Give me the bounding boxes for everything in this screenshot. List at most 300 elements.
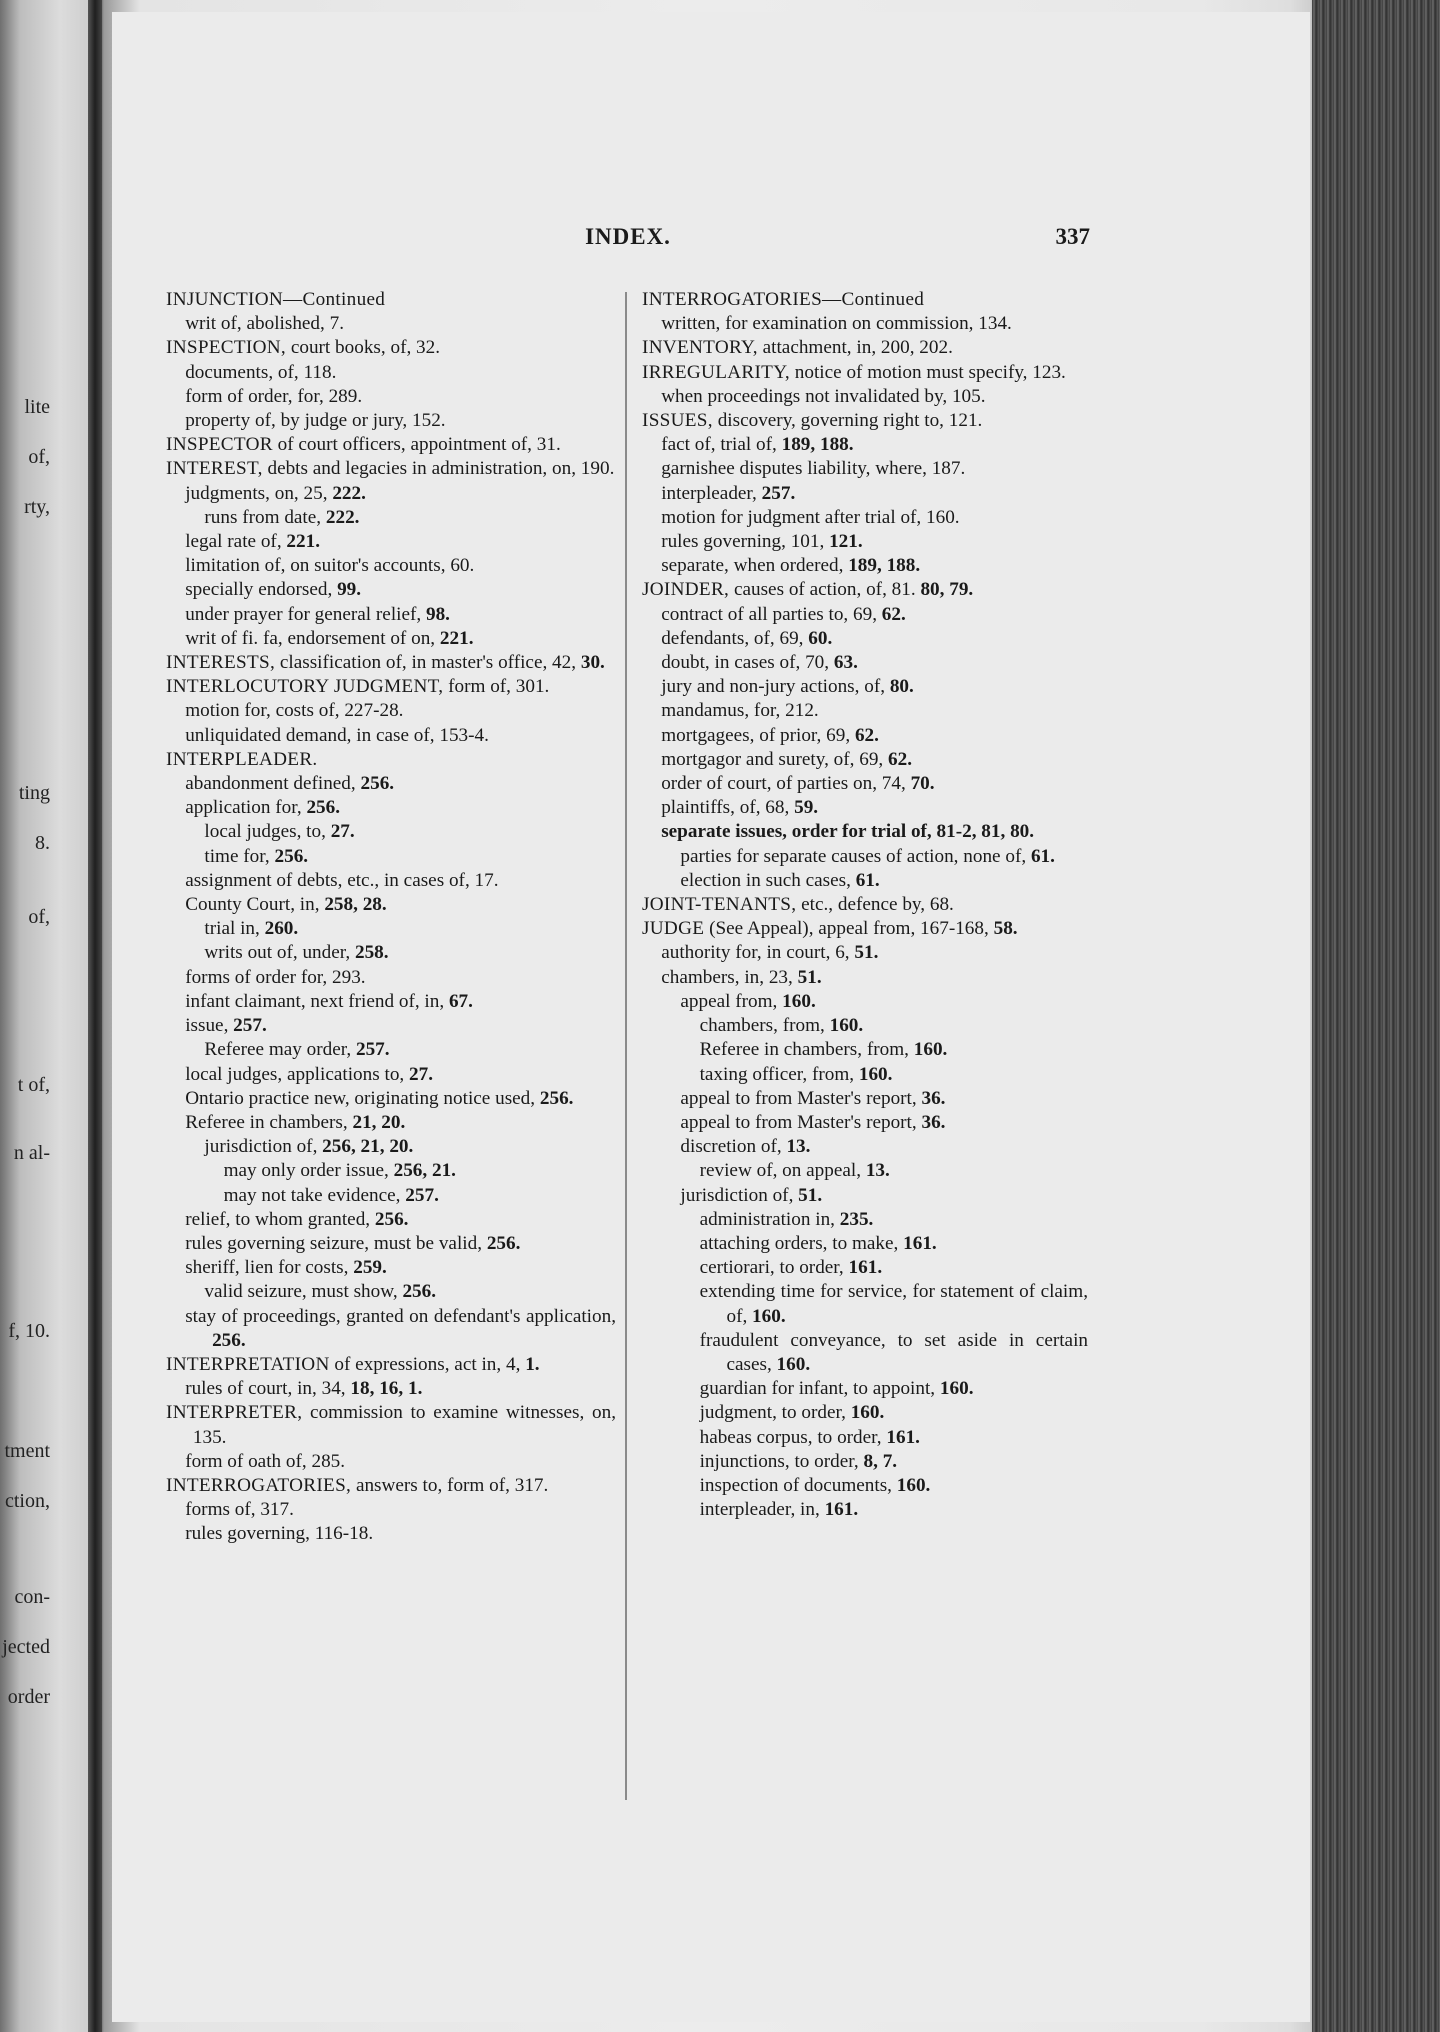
index-page-refs-bold: 21, 20.: [352, 1111, 406, 1133]
index-entry-text: time for,: [204, 845, 275, 867]
index-entry-text: injunctions, to order,: [699, 1450, 864, 1472]
index-entry-text: motion for judgment after trial of, 160.: [661, 506, 960, 528]
index-entry: [642, 1256, 1088, 1280]
index-entry-text: answers to, form of, 317.: [351, 1474, 549, 1496]
facing-page-text-fragment: rty,: [24, 496, 50, 518]
index-page-refs-bold: 256.: [539, 1087, 574, 1109]
index-entry-text: attachment, in, 200, 202.: [757, 337, 953, 359]
index-entry-text: appeal to from Master's report,: [680, 1111, 922, 1133]
facing-page-text-fragment: of,: [28, 446, 50, 468]
index-entry-text: relief, to whom granted,: [185, 1208, 375, 1230]
facing-page-text-fragment: order: [7, 1686, 50, 1708]
page-number: 337: [1055, 224, 1090, 249]
index-headword: JUDGE: [642, 918, 705, 940]
index-entry-text: rules governing, 101,: [661, 531, 830, 553]
index-entry-text: election in such cases,: [680, 869, 856, 891]
index-page-refs-bold: 160.: [939, 1378, 974, 1400]
index-entry-text: form of, 301.: [443, 676, 550, 698]
index-page-refs-bold: 51.: [797, 966, 822, 988]
index-page-refs-bold: 121.: [829, 531, 863, 553]
index-entry: [166, 1208, 616, 1232]
index-entry: [642, 1401, 1088, 1425]
index-page-refs-bold: 256.: [402, 1281, 437, 1303]
index-entry-text: mortgagees, of prior, 69,: [661, 724, 855, 746]
index-entry: [166, 1377, 616, 1401]
index-page-refs-bold: 63.: [833, 652, 858, 674]
facing-page-text-fragment: con-: [14, 1586, 50, 1608]
index-entry: [642, 1159, 1088, 1183]
index-entry-text: discretion of,: [680, 1136, 787, 1158]
index-page-refs-bold: 30.: [580, 652, 605, 674]
index-entry: [166, 530, 616, 554]
index-entry: [642, 675, 1088, 699]
index-entry: [642, 1184, 1088, 1208]
index-page-refs-bold: 222.: [332, 482, 366, 504]
index-page-refs-bold: 258.: [354, 942, 389, 964]
index-entry: [166, 1087, 616, 1111]
index-entry: [642, 1329, 1088, 1377]
index-page-refs-bold: 58.: [993, 918, 1018, 940]
index-entry: [166, 820, 616, 844]
index-entry: [642, 433, 1088, 457]
index-entry: [642, 748, 1088, 772]
page-edges: [1312, 0, 1440, 2032]
index-entry: [642, 772, 1088, 796]
index-entry-text: interpleader,: [661, 482, 762, 504]
index-entry: [166, 845, 616, 869]
index-entry-text: contract of all parties to, 69,: [661, 603, 882, 625]
index-entry-text: abandonment defined,: [185, 773, 361, 795]
index-entry: [166, 627, 616, 651]
index-page-refs-bold: 18, 16, 1.: [350, 1378, 423, 1400]
index-entry: [166, 1232, 616, 1256]
index-entry: [642, 1208, 1088, 1232]
index-page-refs-bold: 160.: [896, 1474, 931, 1496]
facing-page-text-fragment: lite: [24, 396, 50, 418]
index-page-refs-bold: 59.: [794, 797, 819, 819]
index-page-refs-bold: 160.: [782, 990, 816, 1012]
index-page-refs-bold: 257.: [761, 482, 796, 504]
index-page-refs-bold: 62.: [888, 748, 913, 770]
index-entry-text: issue,: [185, 1015, 234, 1037]
index-headword: IRREGULARITY,: [642, 361, 790, 383]
index-entry-text: County Court, in,: [185, 894, 325, 916]
index-headword: INTERROGATORIES—Continued: [642, 289, 925, 310]
index-entry: [166, 336, 616, 360]
facing-page-text-fragment: ction,: [5, 1490, 50, 1512]
index-entry: [642, 1450, 1088, 1474]
index-headword: INSPECTION,: [166, 337, 287, 359]
index-page-refs-bold: 161.: [903, 1232, 937, 1254]
index-entry: [642, 820, 1088, 844]
index-entry-text: forms of, 317.: [185, 1499, 294, 1521]
index-page-refs-bold: 13.: [865, 1160, 890, 1182]
index-headword: INTERPRETATION: [166, 1353, 330, 1375]
index-entry: [642, 1087, 1088, 1111]
index-entry-text: property of, by judge or jury, 152.: [185, 410, 446, 432]
index-headword: INTEREST,: [166, 458, 263, 480]
index-headword: INSPECTOR: [166, 434, 273, 456]
index-entry: [166, 1522, 616, 1546]
index-entry: [166, 941, 616, 965]
index-entry: [166, 724, 616, 748]
index-page-refs-bold: 256.: [360, 773, 395, 795]
index-entry: [642, 1014, 1088, 1038]
index-page-refs-bold: separate issues, order for trial of, 81-2, 81, 80.: [661, 821, 1035, 843]
index-entry-text: jurisdiction of,: [204, 1136, 323, 1158]
index-entry: [166, 361, 616, 385]
index-entry-text: runs from date,: [204, 506, 326, 528]
index-entry: [166, 457, 616, 481]
index-entry-text: fact of, trial of,: [661, 434, 782, 456]
index-entry-text: may only order issue,: [223, 1160, 394, 1182]
facing-page-text-fragment: of,: [28, 906, 50, 928]
index-entry-text: etc., defence by, 68.: [796, 894, 954, 916]
index-entry: [166, 990, 616, 1014]
index-entry: [166, 1256, 616, 1280]
column-rule: [625, 292, 627, 1800]
index-entry-text: local judges, applications to,: [185, 1063, 410, 1085]
index-entry: [166, 966, 616, 990]
index-entry: [166, 869, 616, 893]
index-page-refs-bold: 256.: [486, 1232, 521, 1254]
index-entry-text: chambers, from,: [699, 1015, 830, 1037]
index-entry-text: causes of action, of, 81.: [729, 579, 921, 601]
index-entry: [166, 748, 616, 772]
index-entry-text: infant claimant, next friend of, in,: [185, 990, 449, 1012]
index-entry: [642, 845, 1088, 869]
index-entry-text: habeas corpus, to order,: [699, 1426, 887, 1448]
index-entry: [166, 506, 616, 530]
index-entry-text: guardian for infant, to appoint,: [699, 1378, 940, 1400]
index-entry: [166, 699, 616, 723]
index-entry: [642, 941, 1088, 965]
index-entry-text: when proceedings not invalidated by, 105.: [661, 385, 986, 407]
index-entry: [166, 1280, 616, 1304]
index-page-refs-bold: 27.: [409, 1063, 433, 1085]
index-page-refs-bold: 221.: [439, 627, 474, 649]
index-entry-text: order of court, of parties on, 74,: [661, 773, 911, 795]
index-page-refs-bold: 257.: [405, 1184, 439, 1206]
index-page-refs-bold: 258, 28.: [324, 894, 387, 916]
index-entry: [642, 288, 1088, 312]
index-page-refs-bold: 256.: [374, 1208, 409, 1230]
index-entry: [166, 1498, 616, 1522]
index-entry-text: unliquidated demand, in case of, 153-4.: [185, 724, 489, 746]
index-entry: [642, 699, 1088, 723]
index-entry-text: court books, of, 32.: [286, 337, 441, 359]
index-entry: [166, 554, 616, 578]
index-entry-text: local judges, to,: [204, 821, 331, 843]
index-entry: [642, 554, 1088, 578]
index-entry: [642, 457, 1088, 481]
index-entry: [166, 1014, 616, 1038]
index-entry-text: authority for, in court, 6,: [661, 942, 855, 964]
index-page-refs-bold: 160.: [850, 1402, 885, 1424]
index-page-refs-bold: 80, 79.: [920, 579, 974, 601]
page-title: INDEX.: [585, 224, 671, 249]
index-entry-text: classification of, in master's office, 42,: [275, 652, 581, 674]
index-page-refs-bold: 1.: [525, 1353, 540, 1375]
index-entry-text: parties for separate causes of action, none of,: [680, 845, 1031, 867]
index-page-refs-bold: 51.: [798, 1184, 823, 1206]
index-entry: [166, 1474, 616, 1498]
index-entry: [166, 1135, 616, 1159]
index-page-refs-bold: 161.: [886, 1426, 920, 1448]
index-entry-text: judgment, to order,: [699, 1402, 851, 1424]
index-entry-text: application for,: [185, 797, 307, 819]
index-entry: [642, 1232, 1088, 1256]
index-entry: [642, 1474, 1088, 1498]
index-entry-text: of court officers, appointment of, 31.: [272, 434, 561, 456]
index-entry: [166, 675, 616, 699]
index-entry-text: writs out of, under,: [204, 942, 355, 964]
index-entry-text: motion for, costs of, 227-28.: [185, 700, 404, 722]
facing-page-text-fragment: t of,: [17, 1074, 50, 1096]
index-page-refs-bold: 221.: [286, 531, 320, 553]
index-entry-text: stay of proceedings, granted on defendant's application,: [185, 1305, 616, 1327]
index-column-left: [166, 288, 616, 1547]
book-spine: [88, 0, 102, 2032]
index-entry-text: (See Appeal), appeal from, 167-168,: [704, 918, 994, 940]
index-entry: [642, 1063, 1088, 1087]
index-page-refs-bold: 36.: [921, 1087, 946, 1109]
index-entry-text: jury and non-jury actions, of,: [661, 676, 890, 698]
index-column-right: [642, 288, 1088, 1522]
index-page-refs-bold: 36.: [921, 1111, 946, 1133]
index-entry-text: documents, of, 118.: [185, 361, 337, 383]
index-entry: [642, 651, 1088, 675]
index-headword: INTERROGATORIES,: [166, 1474, 352, 1496]
index-page-refs-bold: 235.: [839, 1208, 874, 1230]
index-page-refs-bold: 222.: [325, 506, 360, 528]
index-page-refs-bold: 256.: [306, 797, 341, 819]
index-page-refs-bold: 27.: [330, 821, 355, 843]
index-entry-text: judgments, on, 25,: [185, 482, 333, 504]
index-entry: [166, 917, 616, 941]
index-entry: [166, 288, 616, 312]
index-headword: JOINT-TENANTS,: [642, 894, 797, 916]
index-entry-text: mortgagor and surety, of, 69,: [661, 748, 889, 770]
left-page-fragment: [0, 0, 92, 2032]
index-entry: [642, 1135, 1088, 1159]
index-entry: [166, 1159, 616, 1183]
index-entry: [642, 385, 1088, 409]
index-headword: INVENTORY,: [642, 337, 758, 359]
index-page-refs-bold: 189, 188.: [848, 555, 921, 577]
index-entry-text: interpleader, in,: [699, 1499, 825, 1521]
index-entry: [642, 361, 1088, 385]
index-entry-text: extending time for service, for statement of claim, of,: [699, 1281, 1088, 1327]
index-entry: [642, 482, 1088, 506]
index-entry-text: may not take evidence,: [223, 1184, 406, 1206]
index-entry-text: discovery, governing right to, 121.: [712, 410, 983, 432]
index-page-refs-bold: 160.: [776, 1353, 811, 1375]
index-entry: [166, 1305, 616, 1353]
index-entry: [166, 1184, 616, 1208]
facing-page-text-fragment: jected: [2, 1636, 50, 1658]
index-entry: [642, 1280, 1088, 1328]
index-entry: [642, 724, 1088, 748]
index-headword: JOINDER,: [642, 579, 730, 601]
index-entry: [642, 409, 1088, 433]
index-entry-text: Referee in chambers, from,: [699, 1039, 914, 1061]
index-page-refs-bold: 256.: [212, 1329, 246, 1351]
index-page-refs-bold: 61.: [855, 869, 880, 891]
index-entry-text: certiorari, to order,: [699, 1257, 849, 1279]
index-entry-text: defendants, of, 69,: [661, 627, 809, 649]
index-page-refs-bold: 99.: [337, 579, 362, 601]
index-entry-text: appeal to from Master's report,: [680, 1087, 922, 1109]
index-entry-text: separate, when ordered,: [661, 555, 849, 577]
index-entry: [642, 506, 1088, 530]
index-entry-text: rules of court, in, 34,: [185, 1378, 351, 1400]
index-entry-text: administration in,: [699, 1208, 840, 1230]
index-entry-text: rules governing seizure, must be valid,: [185, 1232, 487, 1254]
index-entry: [642, 1111, 1088, 1135]
index-entry: [642, 530, 1088, 554]
index-page-refs-bold: 61.: [1030, 845, 1055, 867]
index-entry-text: of expressions, act in, 4,: [329, 1353, 526, 1375]
index-page-refs-bold: 60.: [808, 627, 833, 649]
index-entry-text: commission to examine witnesses, on, 135.: [192, 1402, 616, 1448]
index-entry-text: chambers, in, 23,: [661, 966, 798, 988]
index-entry-text: sheriff, lien for costs,: [185, 1257, 354, 1279]
index-page-refs-bold: 260.: [264, 918, 299, 940]
index-entry-text: garnishee disputes liability, where, 187.: [661, 458, 966, 480]
index-entry: [166, 893, 616, 917]
index-entry: [166, 312, 616, 336]
index-entry: [166, 1038, 616, 1062]
index-entry-text: debts and legacies in administration, on, 190.: [262, 458, 615, 480]
index-entry-text: assignment of debts, etc., in cases of, 17.: [185, 869, 499, 891]
index-entry-text: written, for examination on commission, 134.: [661, 313, 1012, 335]
index-page-refs-bold: 62.: [854, 724, 879, 746]
index-page-refs-bold: 160.: [829, 1015, 864, 1037]
index-headword: INTERLOCUTORY JUDGMENT,: [166, 676, 444, 698]
facing-page-text-fragment: n al-: [13, 1142, 50, 1164]
index-page-refs-bold: 256, 21.: [393, 1160, 456, 1182]
index-entry: [166, 433, 616, 457]
index-entry-text: form of oath of, 285.: [185, 1450, 346, 1472]
index-entry-text: Referee in chambers,: [185, 1111, 353, 1133]
index-entry-text: trial in,: [204, 918, 265, 940]
index-entry-text: Ontario practice new, originating notice used,: [185, 1087, 540, 1109]
facing-page-text-fragment: 8.: [35, 832, 50, 854]
index-entry: [642, 796, 1088, 820]
facing-page-text-fragment: tment: [4, 1440, 50, 1462]
index-entry-text: appeal from,: [680, 990, 783, 1012]
index-entry: [166, 1353, 616, 1377]
index-headword: INTERPRETER,: [166, 1402, 303, 1424]
index-entry: [166, 796, 616, 820]
index-page-refs-bold: 70.: [910, 773, 935, 795]
index-entry: [642, 966, 1088, 990]
index-entry: [166, 651, 616, 675]
index-entry-text: writ of fi. fa, endorsement of on,: [185, 627, 440, 649]
index-headword: ISSUES,: [642, 410, 713, 432]
index-entry-text: inspection of documents,: [699, 1474, 897, 1496]
index-headword: INTERESTS,: [166, 652, 276, 674]
index-entry: [642, 627, 1088, 651]
index-entry-text: attaching orders, to make,: [699, 1232, 904, 1254]
index-page-refs-bold: 13.: [786, 1136, 811, 1158]
index-entry: [166, 578, 616, 602]
index-entry-text: doubt, in cases of, 70,: [661, 652, 834, 674]
index-page-refs-bold: 80.: [889, 676, 914, 698]
index-page-refs-bold: 256.: [274, 845, 309, 867]
index-entry: [642, 603, 1088, 627]
index-entry-text: review of, on appeal,: [699, 1160, 866, 1182]
index-entry: [642, 336, 1088, 360]
index-entry-text: forms of order for, 293.: [185, 966, 366, 988]
index-entry: [166, 385, 616, 409]
facing-page-text-fragment: ting: [18, 782, 50, 804]
index-entry-text: limitation of, on suitor's accounts, 60.: [185, 555, 475, 577]
index-page-refs-bold: 189, 188.: [781, 434, 854, 456]
index-headword: INTERPLEADER.: [166, 748, 318, 770]
index-page-refs-bold: 257.: [355, 1039, 390, 1061]
index-entry-text: specially endorsed,: [185, 579, 338, 601]
index-entry-text: rules governing, 116-18.: [185, 1523, 374, 1545]
index-entry-text: Referee may order,: [204, 1039, 356, 1061]
index-entry-text: under prayer for general relief,: [185, 603, 426, 625]
index-entry: [642, 893, 1088, 917]
index-entry: [166, 1063, 616, 1087]
index-page-refs-bold: 259.: [353, 1257, 387, 1279]
index-entry-text: form of order, for, 289.: [185, 385, 363, 407]
index-page-refs-bold: 51.: [854, 942, 879, 964]
index-entry: [166, 1401, 616, 1449]
index-entry: [166, 772, 616, 796]
index-entry: [642, 1498, 1088, 1522]
index-entry: [166, 1450, 616, 1474]
index-page-refs-bold: 256, 21, 20.: [322, 1136, 414, 1158]
index-entry-text: writ of, abolished, 7.: [185, 313, 345, 335]
index-page-refs-bold: 67.: [448, 990, 473, 1012]
index-entry-text: plaintiffs, of, 68,: [661, 797, 795, 819]
index-entry-text: notice of motion must specify, 123.: [789, 361, 1066, 383]
index-entry: [642, 917, 1088, 941]
index-headword: INJUNCTION—Continued: [166, 289, 386, 310]
index-entry: [642, 990, 1088, 1014]
index-entry-text: taxing officer, from,: [699, 1063, 859, 1085]
index-entry-text: legal rate of,: [185, 531, 287, 553]
index-entry: [642, 1426, 1088, 1450]
index-entry: [642, 578, 1088, 602]
index-entry: [642, 1377, 1088, 1401]
index-page-refs-bold: 98.: [425, 603, 450, 625]
index-entry: [642, 312, 1088, 336]
index-page-refs-bold: 257.: [233, 1015, 267, 1037]
index-entry: [166, 482, 616, 506]
index-entry-text: valid seizure, must show,: [204, 1281, 403, 1303]
index-page-refs-bold: 161.: [848, 1257, 883, 1279]
index-entry: [166, 1111, 616, 1135]
index-page-refs-bold: 62.: [881, 603, 906, 625]
facing-page-text-fragment: f, 10.: [8, 1320, 50, 1342]
index-page-refs-bold: 161.: [824, 1499, 859, 1521]
index-page-refs-bold: 8, 7.: [863, 1450, 898, 1472]
index-entry: [166, 409, 616, 433]
running-head: [166, 224, 1090, 254]
index-entry: [642, 869, 1088, 893]
index-page-refs-bold: 160.: [858, 1063, 893, 1085]
index-page-refs-bold: 160.: [752, 1305, 786, 1327]
index-entry-text: mandamus, for, 212.: [661, 700, 819, 722]
index-entry-text: fraudulent conveyance, to set aside in certain cases,: [699, 1329, 1088, 1375]
index-entry: [166, 603, 616, 627]
